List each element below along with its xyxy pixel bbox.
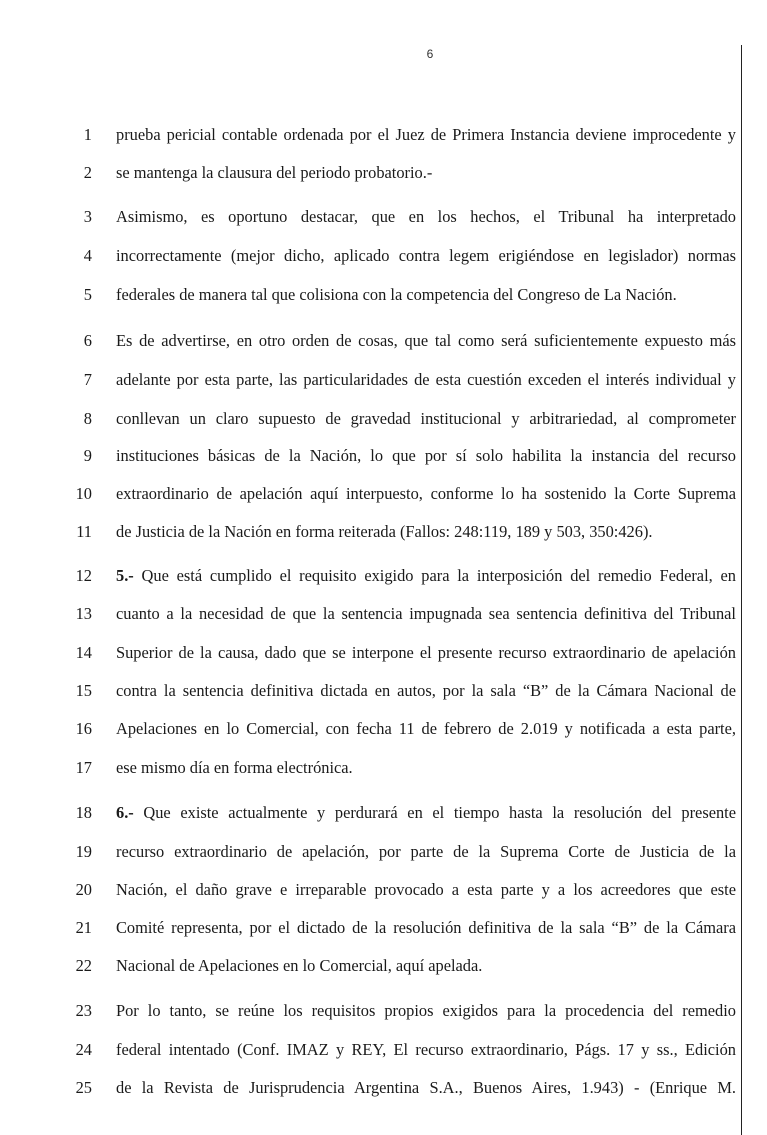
document-line (0, 122, 767, 148)
document-line (0, 481, 767, 507)
line-text: contra la sentencia definitiva dictada en autos, por la sala “B” de la Cámara Nacional de (116, 681, 736, 700)
document-line (0, 282, 767, 308)
line-text: de Justicia de la Nación en forma reiterada (Fallos: 248:119, 189 y 503, 350:426). (116, 522, 653, 541)
line-number: 16 (75, 719, 92, 738)
document-line (0, 839, 767, 865)
document-line (0, 1037, 767, 1063)
line-number: 1 (83, 125, 92, 144)
line-number: 21 (75, 918, 92, 937)
line-text: instituciones básicas de la Nación, lo que por sí solo habilita la instancia del recurso (116, 446, 736, 465)
document-line (0, 640, 767, 666)
line-text: 6.- Que existe actualmente y perdurará en el tiempo hasta la resolución del presente (116, 803, 736, 822)
line-number: 15 (75, 681, 92, 700)
line-text: Comité representa, por el dictado de la resolución definitiva de la sala “B” de la Cámara (116, 918, 736, 937)
line-text: Superior de la causa, dado que se interpone el presente recurso extraordinario de apelación (116, 643, 736, 662)
line-text: conllevan un claro supuesto de gravedad institucional y arbitrariedad, al comprometer (116, 409, 736, 428)
line-text: de la Revista de Jurisprudencia Argentina S.A., Buenos Aires, 1.943) - (Enrique M. (116, 1078, 736, 1097)
document-line (0, 998, 767, 1024)
document-line (0, 877, 767, 903)
line-text: ese mismo día en forma electrónica. (116, 758, 353, 777)
document-line (0, 755, 767, 781)
line-number: 19 (75, 842, 92, 861)
document-line (0, 563, 767, 589)
line-number: 17 (75, 758, 92, 777)
line-number: 24 (75, 1040, 92, 1059)
line-text: extraordinario de apelación aquí interpuesto, conforme lo ha sostenido la Corte Suprema (116, 484, 736, 503)
line-text: federales de manera tal que colisiona con la competencia del Congreso de La Nación. (116, 285, 677, 304)
document-line (0, 367, 767, 393)
document-line (0, 800, 767, 826)
line-number: 23 (75, 1001, 92, 1020)
line-number: 6 (83, 331, 92, 350)
line-text: Apelaciones en lo Comercial, con fecha 11 de febrero de 2.019 y notificada a esta parte, (116, 719, 736, 738)
section-number: 6.- (116, 803, 134, 822)
document-line (0, 204, 767, 230)
line-number: 20 (75, 880, 92, 899)
line-text: Asimismo, es oportuno destacar, que en los hechos, el Tribunal ha interpretado (116, 207, 736, 226)
document-line (0, 406, 767, 432)
line-text: federal intentado (Conf. IMAZ y REY, El recurso extraordinario, Págs. 17 y ss., Edición (116, 1040, 736, 1059)
line-text: recurso extraordinario de apelación, por parte de la Suprema Corte de Justicia de la (116, 842, 736, 861)
line-number: 22 (75, 956, 92, 975)
document-line (0, 678, 767, 704)
line-text: Nación, el daño grave e irreparable provocado a esta parte y a los acreedores que este (116, 880, 736, 899)
line-text: se mantenga la clausura del periodo probatorio.- (116, 163, 433, 182)
line-text: prueba pericial contable ordenada por el Juez de Primera Instancia deviene improcedente y (116, 125, 736, 144)
line-text: adelante por esta parte, las particularidades de esta cuestión exceden el interés individual y (116, 370, 736, 389)
line-text: Nacional de Apelaciones en lo Comercial, aquí apelada. (116, 956, 483, 975)
document-line (0, 716, 767, 742)
document-line (0, 443, 767, 469)
line-number: 14 (75, 643, 92, 662)
document-line (0, 160, 767, 186)
line-text: Por lo tanto, se reúne los requisitos propios exigidos para la procedencia del remedio (116, 1001, 736, 1020)
line-number: 25 (75, 1078, 92, 1097)
line-number: 2 (83, 163, 92, 182)
document-line (0, 519, 767, 545)
document-line (0, 915, 767, 941)
line-text: incorrectamente (mejor dicho, aplicado contra legem erigiéndose en legislador) normas (116, 246, 736, 265)
line-number: 7 (83, 370, 92, 389)
document-line (0, 601, 767, 627)
line-text: Es de advertirse, en otro orden de cosas, que tal como será suficientemente expuesto más (116, 331, 736, 350)
document-line (0, 1075, 767, 1101)
document-line (0, 953, 767, 979)
section-number: 5.- (116, 566, 134, 585)
line-number: 5 (83, 285, 92, 304)
line-number: 11 (76, 522, 92, 541)
line-number: 9 (83, 446, 92, 465)
line-text: 5.- Que está cumplido el requisito exigido para la interposición del remedio Federal, en (116, 566, 736, 585)
document-line (0, 243, 767, 269)
line-number: 3 (83, 207, 92, 226)
line-text: cuanto a la necesidad de que la sentencia impugnada sea sentencia definitiva del Tribunal (116, 604, 736, 623)
line-number: 12 (75, 566, 92, 585)
line-number: 4 (83, 246, 92, 265)
line-number: 10 (75, 484, 92, 503)
line-number: 13 (75, 604, 92, 623)
line-number: 18 (75, 803, 92, 822)
line-number: 8 (83, 409, 92, 428)
page-number: 6 (426, 47, 434, 61)
document-line (0, 328, 767, 354)
